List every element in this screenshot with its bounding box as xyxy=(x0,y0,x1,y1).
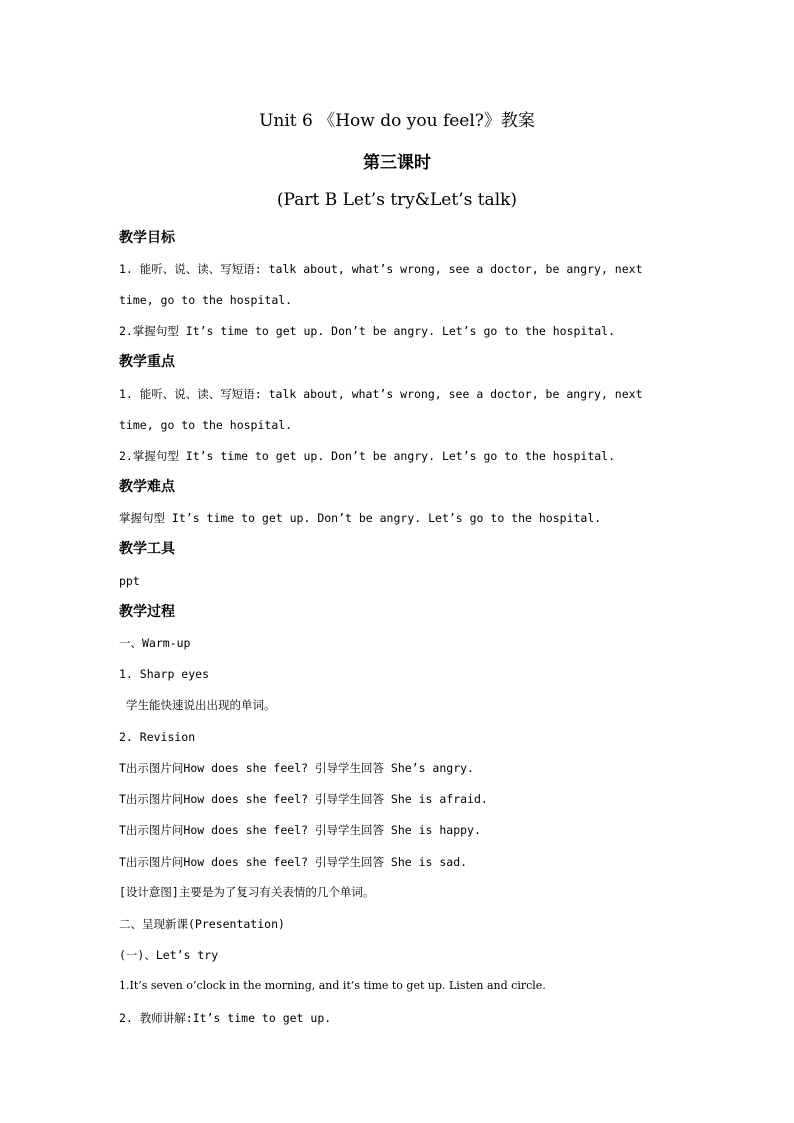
warmup-heading: 一、Warm-up xyxy=(119,636,191,650)
lesson-number: 第三课时 xyxy=(363,153,431,173)
difficulties-heading: 教学难点 xyxy=(119,479,175,495)
tools-line-1: ppt xyxy=(119,574,140,588)
revision-line-2: T出示图片问How does she feel? 引导学生回答 She is afraid. xyxy=(119,792,488,806)
sharp-eyes-desc: 学生能快速说出出现的单词。 xyxy=(126,698,276,712)
revision-line-1: T出示图片问How does she feel? 引导学生回答 She’s angry. xyxy=(119,761,474,775)
sharp-eyes: 1. Sharp eyes xyxy=(119,667,210,681)
objectives-line-1-cont: time, go to the hospital. xyxy=(119,293,293,307)
try-line-1: 1.It’s seven o’clock in the morning, and it’s time to get up. Listen and circle. xyxy=(119,979,546,992)
document-title: Unit 6 《How do you feel?》教案 xyxy=(259,111,535,131)
key-points-line-1: 1. 能听、说、读、写短语: talk about, what’s wrong, see a doctor, be angry, next xyxy=(119,387,643,401)
revision-line-4: T出示图片问How does she feel? 引导学生回答 She is sad. xyxy=(119,855,468,869)
objectives-line-1: 1. 能听、说、读、写短语: talk about, what’s wrong, see a doctor, be angry, next xyxy=(119,262,643,276)
difficulties-line-1: 掌握句型 It’s time to get up. Don’t be angry. Let’s go to the hospital. xyxy=(119,511,602,525)
try-line-2: 2. 教师讲解:It’s time to get up. xyxy=(119,1011,332,1025)
key-points-line-1-cont: time, go to the hospital. xyxy=(119,418,293,432)
objectives-heading: 教学目标 xyxy=(119,230,175,246)
revision: 2. Revision xyxy=(119,730,196,744)
key-points-line-2: 2.掌握句型 It’s time to get up. Don’t be angry. Let’s go to the hospital. xyxy=(119,449,616,463)
lesson-part: (Part B Let’s try&Let’s talk) xyxy=(276,190,518,210)
revision-line-3: T出示图片问How does she feel? 引导学生回答 She is happy. xyxy=(119,823,481,837)
presentation-heading: 二、呈现新课(Presentation) xyxy=(119,917,285,931)
key-points-heading: 教学重点 xyxy=(119,354,175,370)
process-heading: 教学过程 xyxy=(119,604,175,620)
tools-heading: 教学工具 xyxy=(119,541,175,557)
objectives-line-2: 2.掌握句型 It’s time to get up. Don’t be angry. Let’s go to the hospital. xyxy=(119,324,616,338)
design-note: [设计意图]主要是为了复习有关表情的几个单词。 xyxy=(119,885,375,899)
lets-try-heading: (一)、Let’s try xyxy=(119,948,219,962)
